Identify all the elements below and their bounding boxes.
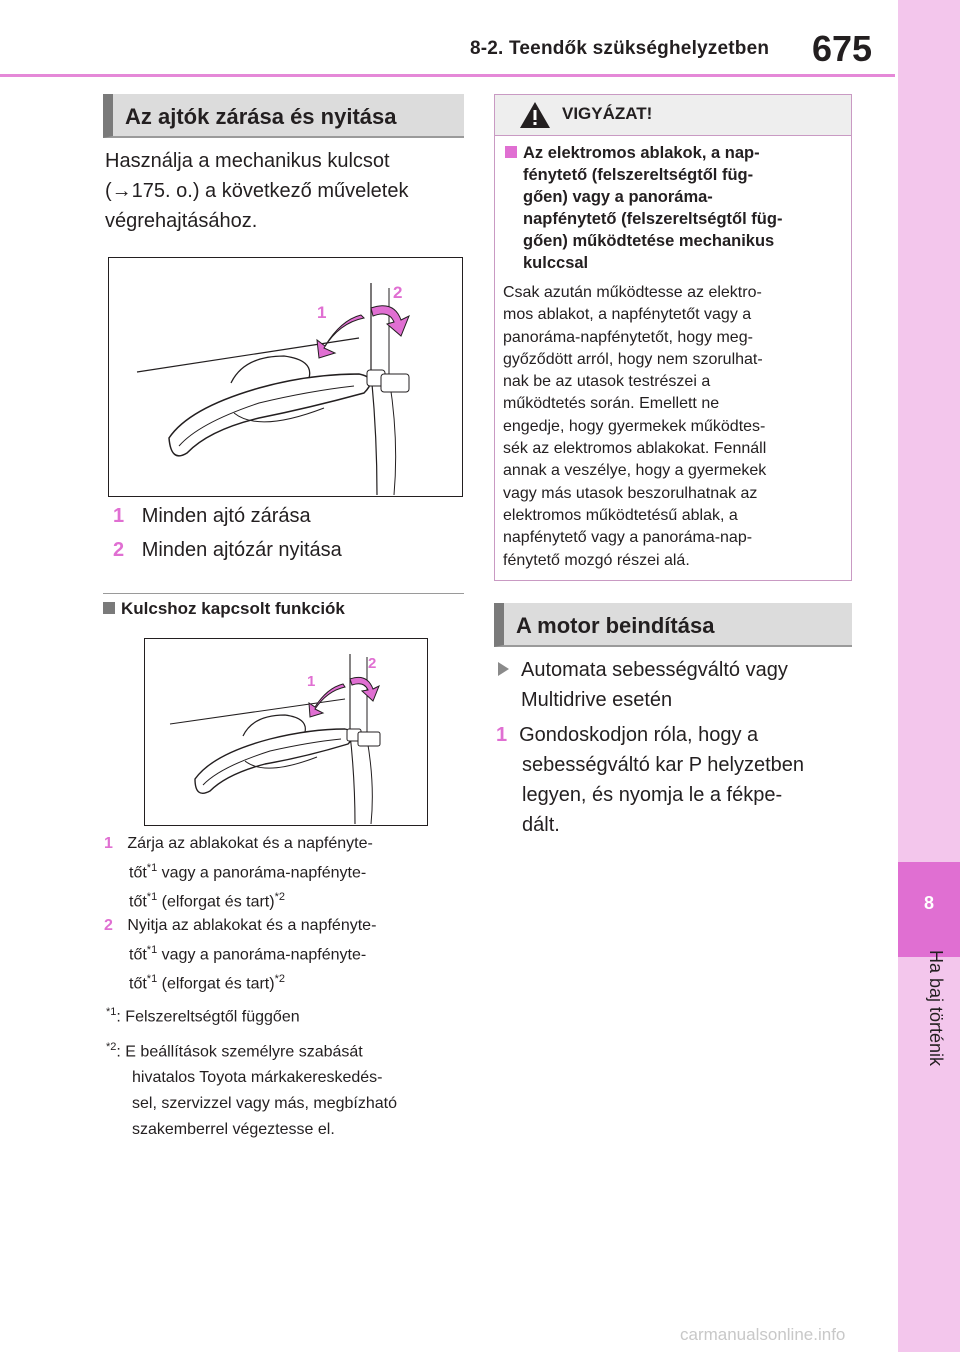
- step-number: 1: [113, 505, 125, 527]
- door-handle-illustration: [108, 257, 463, 497]
- function-number: 1: [104, 835, 113, 852]
- warning-line: vagy más utasok beszorulhatnak az: [503, 484, 758, 502]
- footnote-text: szakemberrel végeztesse el.: [132, 1121, 335, 1139]
- warning-line: sék az elektromos ablakokat. Fennáll: [503, 440, 767, 458]
- footnote: [106, 1000, 466, 1029]
- footnote-text: hivatalos Toyota márkakereskedés-: [132, 1069, 383, 1087]
- function-line: Zárja az ablakokat és a napfényte-: [127, 835, 373, 852]
- footnote-mark: *1: [146, 944, 158, 956]
- intro-line: végrehajtásához.: [105, 210, 258, 232]
- transmission-condition: [498, 655, 788, 715]
- footnote-text: : E beállítások személyre szabását: [116, 1043, 363, 1061]
- footnote-mark: *1: [106, 1006, 117, 1018]
- function-item: [104, 914, 464, 997]
- section-label: 8-2. Teendők szükséghelyzetben: [470, 38, 770, 59]
- warning-line: panoráma-napfénytetőt, hogy meg-: [503, 328, 753, 346]
- header-divider: [0, 74, 895, 77]
- footnote-mark: *2: [274, 891, 285, 904]
- section-heading-doors: Az ajtók zárása és nyitása: [103, 94, 464, 138]
- function-line: tőt: [129, 864, 147, 882]
- intro-line: Használja a mechanikus kulcsot: [105, 150, 390, 172]
- step-line: sebességváltó kar P helyzetben: [522, 754, 805, 776]
- arrow-bullet-icon: [498, 662, 509, 676]
- square-bullet-icon: [103, 602, 115, 614]
- key-functions-drawing: [145, 639, 426, 824]
- subsection-divider: [103, 593, 464, 594]
- door-handle-drawing: [109, 258, 461, 495]
- footnote-mark: *1: [146, 891, 158, 904]
- subsection-heading: [103, 599, 345, 619]
- step-number: 1: [496, 724, 508, 746]
- step-item: [113, 539, 342, 562]
- footnote-mark: *2: [274, 973, 285, 986]
- step-line: Gondoskodjon róla, hogy a: [519, 724, 759, 746]
- function-line: vagy a panoráma-napfényte-: [157, 864, 367, 882]
- illustration-label-1: 1: [317, 303, 327, 322]
- footnote: [106, 1034, 466, 1143]
- condition-line: Automata sebességváltó vagy: [521, 659, 788, 681]
- step-number: 2: [113, 539, 125, 561]
- page-number: 675: [812, 28, 873, 69]
- warning-line: engedje, hogy gyermekek működtes-: [503, 417, 766, 435]
- intro-paragraph: [105, 146, 408, 236]
- intro-line: (→175. o.) a következő műveletek: [105, 180, 409, 202]
- condition-line: Multidrive esetén: [521, 689, 673, 711]
- warning-line: napfénytető vagy a panoráma-nap-: [503, 529, 753, 547]
- warning-line: fénytető mozgó részei alá.: [503, 551, 690, 569]
- chapter-side-tab: [898, 0, 960, 1352]
- warning-line: nak be az utasok testrészei a: [503, 373, 711, 391]
- watermark: carmanualsonline.info: [680, 1325, 846, 1344]
- footnote-text: : Felszereltségtől függően: [116, 1008, 300, 1026]
- warning-line: annak a veszélye, hogy a gyermekek: [503, 462, 767, 480]
- function-line: (elforgat és tart): [157, 975, 275, 993]
- warning-text: [503, 282, 843, 572]
- function-line: tőt: [129, 946, 147, 964]
- function-line: tőt: [129, 975, 147, 993]
- section-heading-engine: A motor beindítása: [494, 603, 852, 647]
- function-number: 2: [104, 917, 113, 934]
- function-line: tőt: [129, 893, 147, 911]
- engine-step-item: [496, 720, 852, 840]
- step-line: legyen, és nyomja le a fékpe-: [522, 784, 783, 806]
- subsection-heading-text: Kulcshoz kapcsolt funkciók: [121, 599, 345, 618]
- step-text: Minden ajtózár nyitása: [141, 539, 342, 561]
- warning-triangle-icon: [518, 100, 552, 130]
- warning-line: győződött arról, hogy nem szorulhat-: [503, 350, 763, 368]
- footnote-mark: *2: [106, 1041, 117, 1053]
- warning-title: VIGYÁZAT!: [562, 104, 653, 123]
- illustration-label-2: 2: [393, 283, 403, 302]
- warning-subject-line: Az elektromos ablakok, a nap-: [523, 144, 760, 162]
- function-line: (elforgat és tart): [157, 893, 275, 911]
- warning-subject-line: kulccsal: [523, 254, 589, 272]
- chapter-number: 8: [923, 893, 934, 913]
- warning-subject: [505, 142, 843, 274]
- warning-subject-line: gően) működtetése mechanikus: [523, 232, 775, 250]
- step-item: [113, 505, 311, 528]
- illustration-label-1: 1: [307, 673, 316, 690]
- key-functions-illustration: [144, 638, 428, 826]
- footnote-mark: *1: [146, 862, 158, 874]
- footnote-text: sel, szervizzel vagy más, megbízható: [132, 1095, 397, 1113]
- warning-subject-line: fénytető (felszereltségtől füg-: [523, 166, 754, 184]
- warning-subject-line: napfénytető (felszereltségtől füg-: [523, 210, 783, 228]
- step-line: dált.: [522, 814, 560, 836]
- step-text: Minden ajtó zárása: [141, 505, 311, 527]
- illustration-label-2: 2: [368, 655, 377, 672]
- function-line: Nyitja az ablakokat és a napfényte-: [127, 917, 377, 934]
- warning-line: működtetés során. Emellett ne: [503, 395, 720, 413]
- warning-subject-line: gően) vagy a panoráma-: [523, 188, 713, 206]
- warning-line: Csak azután működtesse az elektro-: [503, 284, 762, 301]
- function-item: [104, 832, 464, 915]
- chapter-title: Ha baj történik: [926, 950, 946, 1067]
- footnote-mark: *1: [146, 973, 158, 986]
- square-bullet-icon: [505, 146, 517, 158]
- function-line: vagy a panoráma-napfényte-: [157, 946, 367, 964]
- warning-line: elektromos működtetésű ablak, a: [503, 506, 738, 524]
- warning-line: mos ablakot, a napfénytetőt vagy a: [503, 306, 752, 324]
